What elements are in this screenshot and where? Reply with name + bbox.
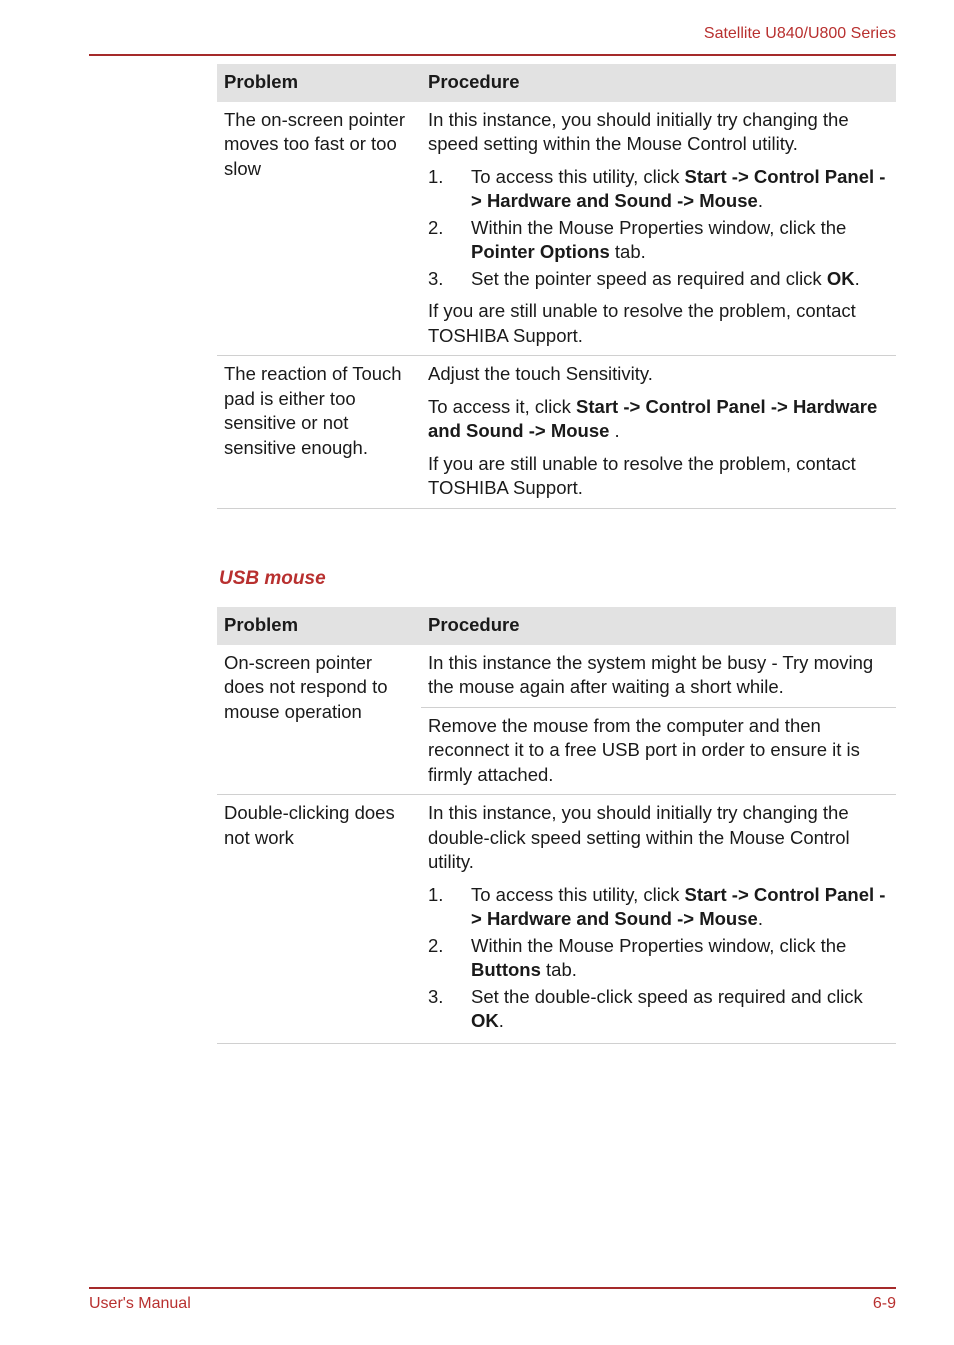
- step-text: Set the pointer speed as required and click OK.: [471, 267, 860, 289]
- touchpad-troubleshooting-table: [217, 64, 896, 509]
- step-number: 1.: [428, 165, 444, 187]
- step-item: [428, 165, 889, 214]
- table-row: [217, 356, 896, 509]
- step-item: [428, 934, 889, 983]
- problem-cell: The on-screen pointer moves too fast or too slow: [217, 102, 421, 356]
- running-header: Satellite U840/U800 Series: [703, 25, 896, 42]
- procedure-intro: In this instance, you should initially try changing the double-click speed setting within the Mouse Control utility.: [428, 802, 850, 872]
- table-row: [217, 795, 896, 1044]
- procedure-cell: [421, 356, 896, 509]
- footer-rule: [89, 1287, 896, 1289]
- problem-column-header: Problem: [217, 64, 421, 102]
- step-item: [428, 216, 889, 265]
- problem-column-header: Problem: [217, 607, 421, 645]
- procedure-outro: If you are still unable to resolve the problem, contact TOSHIBA Support.: [428, 300, 856, 346]
- usb-mouse-troubleshooting-table: [217, 607, 896, 1044]
- problem-cell: On-screen pointer does not respond to mouse operation: [217, 645, 421, 795]
- step-list: [428, 165, 889, 292]
- table-header-row: [217, 64, 896, 102]
- procedure-cell: [421, 795, 896, 1044]
- step-number: 2.: [428, 934, 444, 956]
- step-item: [428, 267, 889, 292]
- table-row: [217, 102, 896, 356]
- page-number: 6-9: [872, 1295, 896, 1312]
- procedure-intro: In this instance, you should initially try changing the speed setting within the Mouse Control utility.: [428, 108, 849, 154]
- procedure-paragraph: If you are still unable to resolve the problem, contact TOSHIBA Support.: [428, 452, 856, 498]
- section-heading: USB mouse: [219, 568, 326, 589]
- step-number: 3.: [428, 267, 444, 289]
- step-item: [428, 985, 889, 1034]
- problem-cell: The reaction of Touch pad is either too sensitive or not sensitive enough.: [217, 356, 421, 509]
- header-rule: [89, 54, 896, 56]
- procedure-cell: [421, 102, 896, 356]
- step-number: 2.: [428, 216, 444, 238]
- footer-manual-title: User's Manual: [89, 1295, 191, 1312]
- step-number: 1.: [428, 883, 444, 905]
- step-text: Within the Mouse Properties window, click the Pointer Options tab.: [471, 216, 847, 262]
- step-text: Set the double-click speed as required and click OK.: [471, 985, 863, 1031]
- step-text: Within the Mouse Properties window, click the Buttons tab.: [471, 934, 847, 980]
- step-item: [428, 883, 889, 932]
- table-header-row: [217, 607, 896, 645]
- step-list: [428, 883, 889, 1034]
- procedure-paragraph: Adjust the touch Sensitivity.: [428, 363, 653, 384]
- procedure-column-header: Procedure: [421, 64, 896, 102]
- step-text: To access this utility, click Start -> Control Panel -> Hardware and Sound -> Mouse.: [471, 165, 886, 211]
- procedure-paragraph: To access it, click Start -> Control Panel -> Hardware and Sound -> Mouse .: [428, 395, 878, 441]
- step-number: 3.: [428, 985, 444, 1007]
- procedure-cell: In this instance the system might be busy - Try moving the mouse again after waiting a short while.: [421, 645, 896, 708]
- procedure-column-header: Procedure: [421, 607, 896, 645]
- procedure-cell: Remove the mouse from the computer and then reconnect it to a free USB port in order to ensure it is firmly attached.: [421, 707, 896, 795]
- step-text: To access this utility, click Start -> Control Panel -> Hardware and Sound -> Mouse.: [471, 883, 886, 929]
- problem-cell: Double-clicking does not work: [217, 795, 421, 1044]
- table-row: [217, 645, 896, 708]
